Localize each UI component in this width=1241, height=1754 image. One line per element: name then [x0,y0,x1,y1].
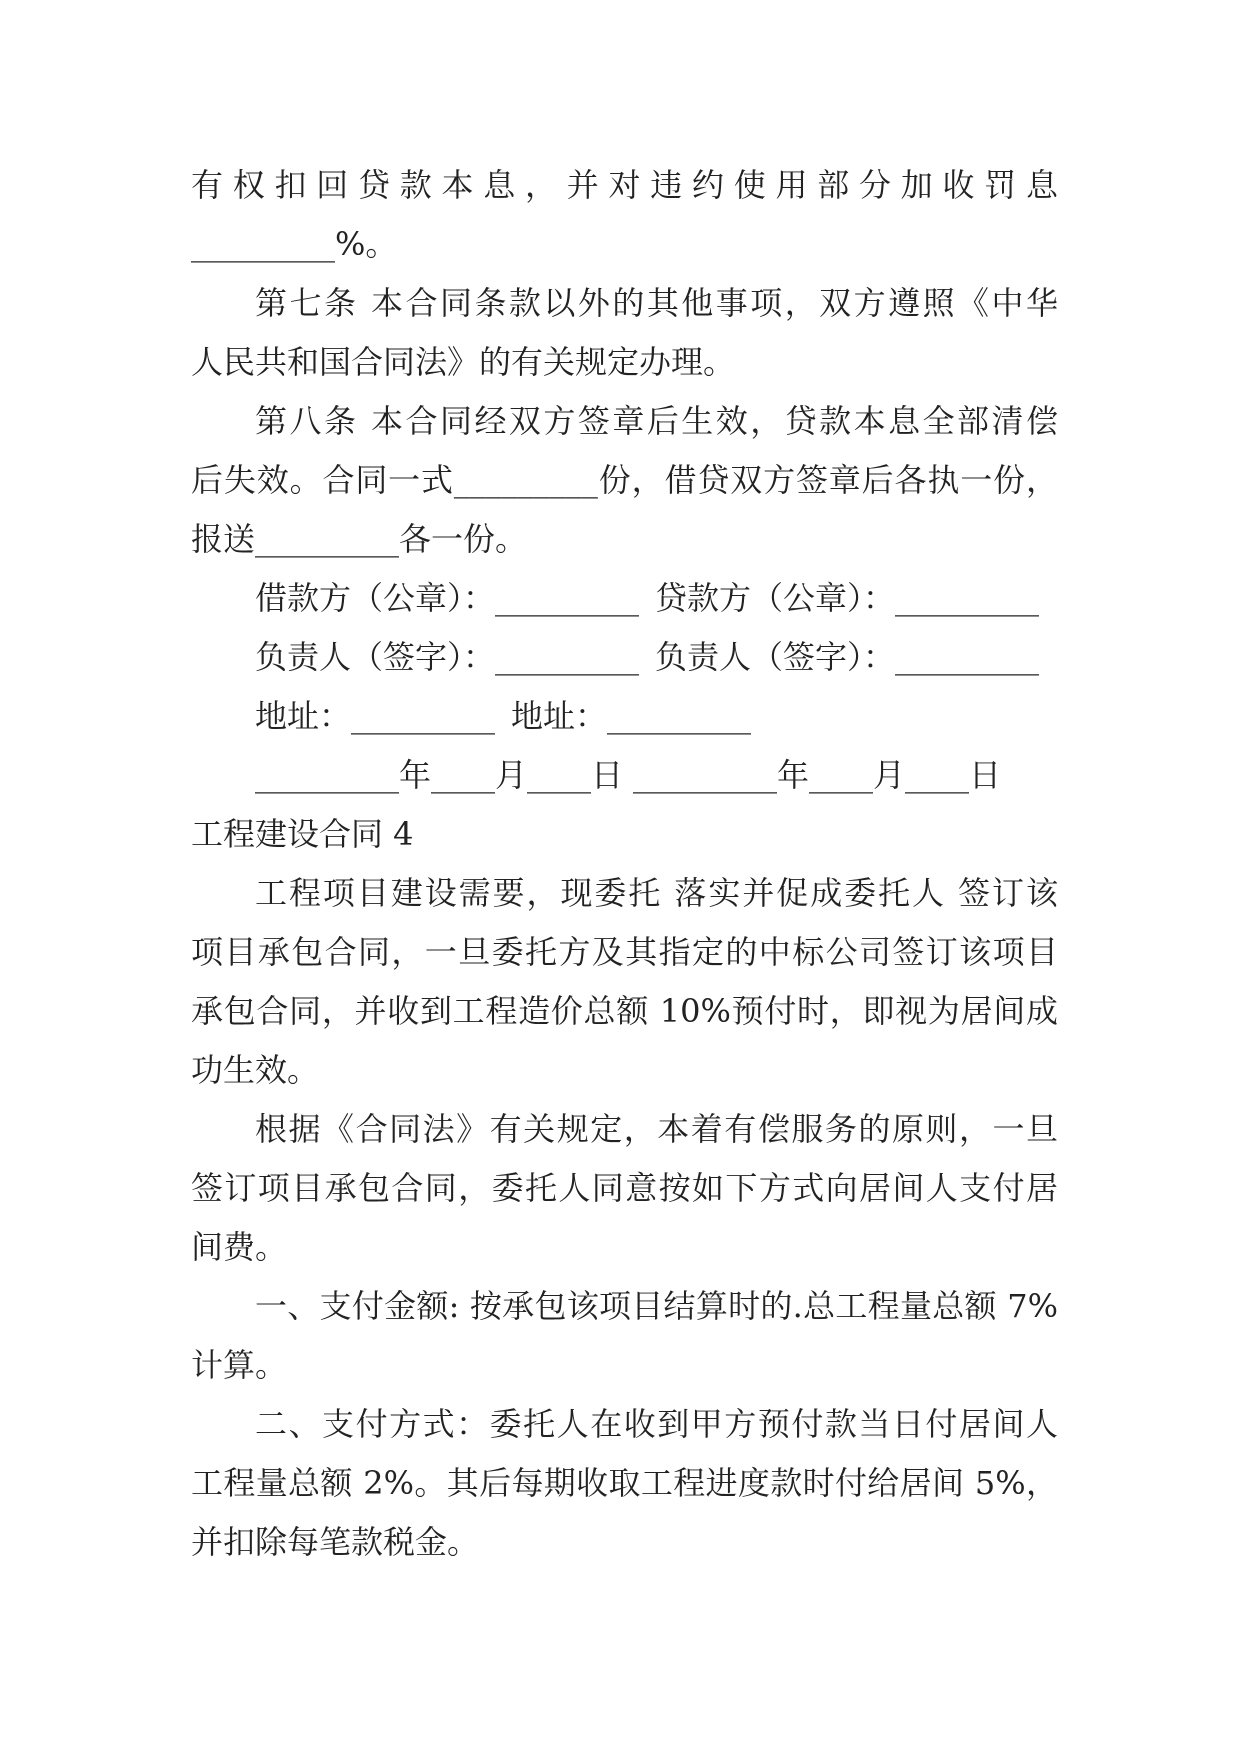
lender-address-label: 地址： [511,697,608,735]
lender-head-blank: _________ [895,638,1040,676]
paragraph-line: 工程项目建设需要，现委托 落实并促成委托人 签订该 [255,874,1058,912]
paragraph-line: 签订项目承包合同，委托人同意按如下方式向居间人支付居 [191,1169,1058,1207]
lender-date: _________年____月____日 [633,756,1002,794]
lender-seal-label: 贷款方（公章）： [655,579,896,617]
paragraph-line: _________%。 [191,225,398,263]
article-eight-line: 后失效。合同一式_________份，借贷双方签章后各执一份， [191,461,1058,499]
borrower-address-blank: _________ [351,697,496,735]
borrower-date: _________年____月____日 [255,756,624,794]
paragraph-line: 项目承包合同，一旦委托方及其指定的中标公司签订该项目 [191,933,1058,971]
paragraph-line: 间费。 [191,1228,288,1266]
paragraph-line: 功生效。 [191,1051,320,1089]
article-eight-line: 第八条 本合同经双方签章后生效，贷款本息全部清偿 [255,402,1058,440]
payment-amount-line: 一、支付金额: 按承包该项目结算时的.总工程量总额 7% [255,1287,1058,1325]
article-seven-line: 第七条 本合同条款以外的其他事项，双方遵照《中华 [255,284,1058,322]
signature-address-row [191,687,1058,746]
payment-method-line: 工程量总额 2%。其后每期收取工程进度款时付给居间 5%， [191,1464,1058,1502]
paragraph-line: 根据《合同法》有关规定，本着有偿服务的原则，一旦 [255,1110,1058,1148]
document-body [191,156,1058,1572]
borrower-seal-blank: _________ [495,579,640,617]
borrower-head-label: 负责人（签字）： [255,638,496,676]
signature-seal-row [191,569,1058,628]
payment-amount-line: 计算。 [191,1346,288,1384]
payment-method-line: 二、支付方式：委托人在收到甲方预付款当日付居间人 [255,1405,1058,1443]
lender-head-label: 负责人（签字）： [655,638,896,676]
article-eight-line: 报送_________各一份。 [191,520,528,558]
payment-method-line: 并扣除每笔款税金。 [191,1523,480,1561]
section-title: 工程建设合同 4 [191,815,414,853]
borrower-address-label: 地址： [255,697,352,735]
article-seven-line: 人民共和国合同法》的有关规定办理。 [191,343,736,381]
paragraph-line: 有权扣回贷款本息，并对违约使用部分加收罚息 [191,166,1058,204]
borrower-seal-label: 借款方（公章）： [255,579,496,617]
lender-address-blank: _________ [607,697,752,735]
borrower-head-blank: _________ [495,638,640,676]
signature-date-row [191,746,1058,805]
signature-head-row [191,628,1058,687]
paragraph-line: 承包合同，并收到工程造价总额 10%预付时，即视为居间成 [191,992,1058,1030]
lender-seal-blank: _________ [895,579,1040,617]
